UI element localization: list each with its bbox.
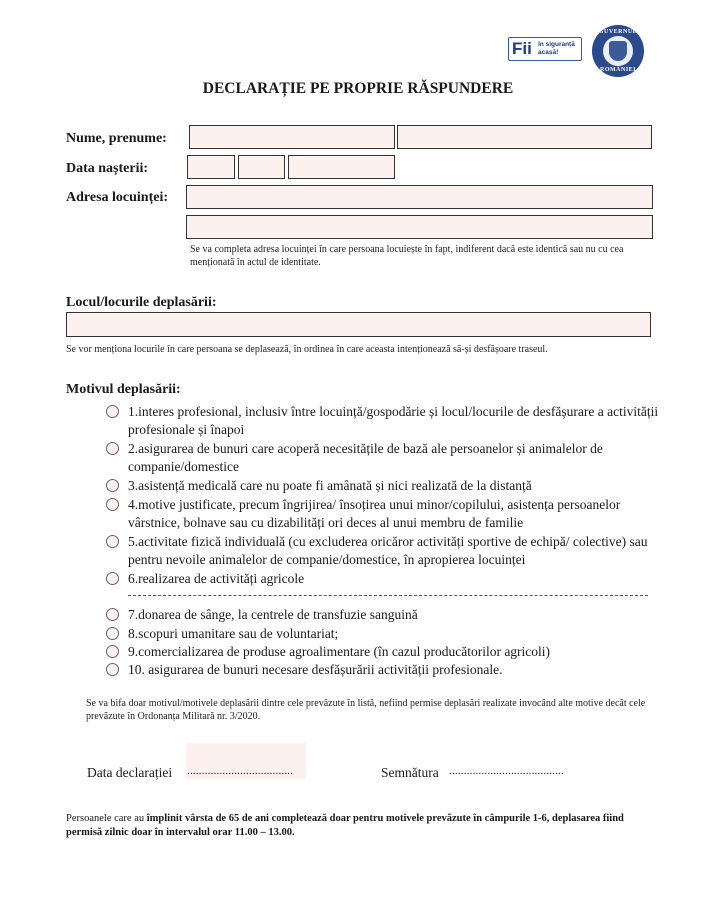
birth-date-label: Data nașterii: [66,161,149,176]
radio-button[interactable] [106,608,119,621]
radio-button[interactable] [106,572,119,585]
birth-day-field[interactable] [187,155,235,179]
name-label: Nume, prenume: [66,131,167,146]
footer-note: Persoanele care au împlinit vârsta de 65 de ani completează doar pentru motivele prevăzute în câmpurile 1-6, deplasarea fiind permisă zilnic doar în intervalul orar 11.00 – 13.00. [66,813,624,838]
radio-button[interactable] [106,479,119,492]
declaration-date-label: Data declarației [87,765,173,780]
reasons-note: Se va bifa doar motivul/motivele deplasării dintre cele prevăzute în listă, nefiind permise deplasări realizate invocând alte motive decât cele prevăzute în Ordonanța Militară nr. 3/2020. [86,698,646,722]
destination-label: Locul/locurile deplasării: [66,295,217,310]
address-label: Adresa locuinței: [66,190,169,205]
group-separator [128,595,648,596]
guvernul-romaniei-logo [592,25,644,77]
address-line2-field[interactable] [186,215,653,239]
coat-of-arms-icon [609,41,627,61]
fii-logo-small-text: în siguranță acasă! [538,41,575,56]
radio-button[interactable] [106,663,119,676]
fii-in-siguranta-logo [508,37,582,61]
radio-button[interactable] [106,645,119,658]
gov-logo-bottom-text: ROMÂNIEI [599,67,636,73]
address-line1-field[interactable] [186,185,653,209]
reasons-label: Motivul deplasării: [66,382,181,397]
radio-button[interactable] [106,498,119,511]
gov-logo-top-text: GUVERNUL [598,29,638,35]
radio-button[interactable] [106,442,119,455]
birth-month-field[interactable] [238,155,285,179]
fii-logo-big-text: Fii [512,39,532,58]
destination-field[interactable] [66,312,651,337]
destination-note: Se vor menționa locurile în care persoana se deplasează, în ordinea în care aceasta intenționează să-și desfășoare traseul. [66,344,548,355]
declaration-date-dots: .................................... [187,765,294,777]
radio-button[interactable] [106,535,119,548]
page-title: DECLARAȚIE PE PROPRIE RĂSPUNDERE [202,80,514,97]
signature-label: Semnătura [381,765,439,780]
birth-year-field[interactable] [288,155,395,179]
first-name-field[interactable] [397,125,652,149]
last-name-field[interactable] [189,125,395,149]
radio-button[interactable] [106,405,119,418]
signature-dots[interactable]: ....................................... [449,765,565,777]
address-note: Se va completa adresa locuinței în care persoana locuiește în fapt, indiferent dacă este identică sau nu cu cea menționată în actul de identitate. [190,244,624,268]
radio-button[interactable] [106,627,119,640]
